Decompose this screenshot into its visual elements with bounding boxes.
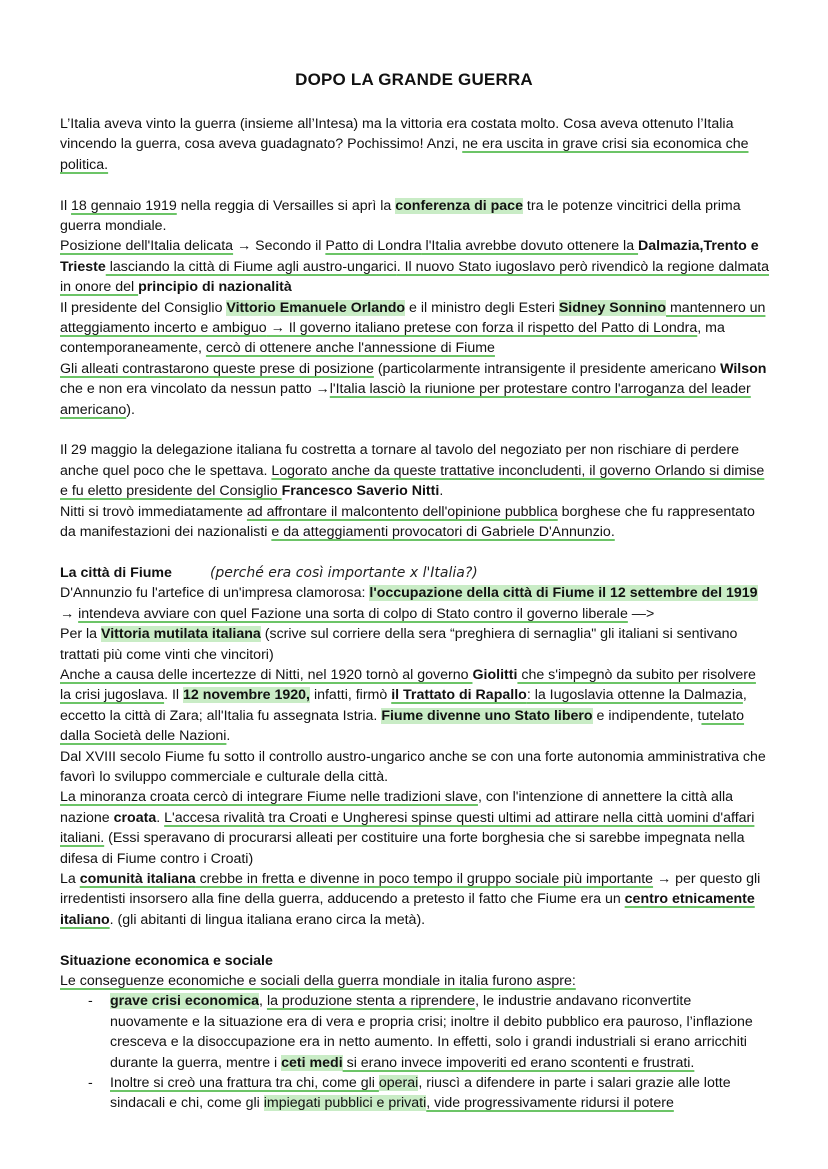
paragraph-dannunzio	[60, 583, 770, 624]
section-heading-economy: Situazione economica e sociale	[60, 952, 273, 969]
paragraph-conference	[60, 196, 770, 237]
text-run: Per la	[60, 626, 102, 643]
paragraph-orlando-sonnino	[60, 298, 770, 359]
underlined-text: che s'impegnò da subito per risolvere la crisi jugoslava	[60, 666, 756, 704]
text-run: , riuscì a difendere in parte i salari grazie alle lotte sindacali e chi, come gli	[110, 1075, 731, 1112]
text-run: .	[226, 728, 231, 745]
highlighted-term: Vittoria mutilata italiana	[101, 626, 261, 643]
underlined-text: la produzione stenta a riprendere	[266, 993, 476, 1010]
paragraph-italian-community	[60, 869, 770, 930]
highlighted-term: ceti medi	[281, 1054, 343, 1071]
underlined-text: Inoltre si creò una frattura tra chi, come gli	[110, 1075, 379, 1092]
text-run: .	[156, 809, 165, 826]
text-run: . Il	[164, 687, 184, 704]
bold-term: Wilson	[720, 360, 767, 377]
underlined-text: ad affrontare il malcontento dell'opinione pubblica	[246, 503, 558, 520]
underlined-text: utelato dalla Società delle Nazioni	[60, 707, 745, 745]
text-run: infatti, firmò	[310, 687, 392, 704]
underlined-text: → Il governo italiano pretese con forza il rispetto del Patto di Londra	[266, 320, 698, 337]
underlined-date: 18 gennaio 1919	[71, 197, 177, 214]
paragraph-intro	[60, 114, 770, 175]
highlighted-term: Vittorio Emanuele Orlando	[226, 299, 406, 316]
text-run: tra le potenze vincitrici della prima guerra mondiale.	[60, 197, 741, 235]
text-run: borghese che fu rappresentato da manifestazioni dei nazionalisti	[60, 503, 755, 541]
bold-term: comunità italiana	[79, 870, 196, 887]
highlighted-term: impiegati pubblici e privati	[263, 1095, 427, 1112]
text-run: —>	[627, 605, 655, 622]
text-run: (Essi speravano di procurarsi alleati per costituire una forte borghesia che si sarebbe impegnata nella difesa di Fiume contro i Croati)	[60, 830, 745, 867]
underlined-text: l'Italia lasciò la riunione per protestare contro l'arroganza del leader americano	[60, 381, 751, 418]
text-run: (particolarmente intransigente il presidente americano	[373, 360, 721, 377]
highlighted-term: operai	[378, 1075, 419, 1092]
text-run: nella reggia di Versailles si aprì la	[176, 197, 396, 214]
page-title: DOPO LA GRANDE GUERRA	[295, 70, 533, 89]
text-run: , ma contemporaneamente,	[60, 320, 725, 357]
underlined-text: : la Iugoslavia ottenne la Dalmazia	[526, 687, 743, 704]
underlined-text: Patto di Londra	[325, 238, 422, 255]
document-body	[60, 114, 770, 1114]
bold-term: croata	[113, 809, 157, 826]
list-item	[110, 991, 770, 1073]
highlighted-term: Fiume divenne uno Stato libero	[381, 707, 593, 724]
text-run: e indipendente, t	[592, 707, 702, 724]
underlined-text: La minoranza croata cercò di integrare Fiume nelle tradizioni slave	[60, 789, 478, 806]
paragraph-xviii-century: Dal XVIII secolo Fiume fu sotto il controllo austro-ungarico anche se con una forte autonomia amministrativa che favorì lo sviluppo commerciale e culturale della città.	[60, 748, 766, 785]
highlighted-term: conferenza di pace	[395, 197, 523, 214]
highlighted-term: grave crisi economica	[110, 993, 260, 1010]
paragraph-may-29	[60, 440, 770, 501]
paragraph-consequences: Le conseguenze economiche e sociali della guerra mondiale in italia furono aspre:	[60, 973, 576, 989]
text-run: e il ministro degli Esteri	[405, 299, 559, 316]
text-run: La	[60, 870, 80, 887]
text-run: Nitti si trovò immediatamente	[60, 503, 247, 520]
bold-term: centro etnicamente italiano	[60, 891, 755, 928]
text-run: .	[439, 483, 444, 500]
bold-term: Dalmazia,Trento e Trieste	[60, 238, 759, 275]
highlighted-date: 12 novembre 1920,	[183, 687, 310, 704]
text-run: Il presidente del Consiglio	[60, 299, 227, 316]
text-run: , eccetto la città di Zara; all'Italia fu assegnata Istria.	[60, 687, 747, 724]
heading-text: La città di Fiume	[60, 564, 172, 581]
handwritten-note: (perché era così importante x l'Italia?)	[209, 564, 478, 581]
paragraph-vittoria-mutilata	[60, 624, 770, 665]
underlined-text: l'Italia avrebbe dovuto ottenere la	[421, 238, 639, 255]
underlined-text: intendeva avviare con quel Fazione una sorta di colpo di Stato contro il governo liberale	[78, 605, 628, 622]
underlined-text: mantennero un atteggiamento incerto e ambiguo	[60, 299, 766, 337]
text-run: Il 29 maggio la delegazione italiana fu costretta a tornare al tavolo del negoziato per non rischiare di perdere anche quel poco che le spettava.	[60, 442, 740, 479]
list-item	[110, 1073, 770, 1114]
text-run: →	[60, 605, 79, 622]
text-run: → Secondo il	[233, 238, 326, 255]
text-run: D'Annunzio fu l'artefice di un'impresa clamorosa:	[60, 585, 370, 602]
bold-term: principio di nazionalità	[138, 279, 292, 296]
underlined-text: lasciando la città di Fiume agli austro-ungarici	[105, 258, 397, 275]
underlined-text: crebbe in fretta e divenne in poco tempo il gruppo sociale più importante	[195, 870, 654, 887]
underlined-text: Gli alleati contrastarono queste prese di posizione	[60, 360, 374, 377]
underlined-text: . Il nuovo Stato iugoslavo però rivendicò la regione dalmata in onore del	[60, 258, 769, 296]
paragraph-giolitti	[60, 665, 770, 747]
text-run: → per questo gli irredentisti insorsero alla fine della guerra, adducendo a pretesto il fatto che Fiume era un	[60, 870, 761, 908]
paragraph-allies	[60, 359, 770, 420]
text-run: L’Italia aveva vinto la guerra (insieme all’Intesa) ma la vittoria era costata molto. Cosa aveva ottenuto l’Italia vincendo la guerra, cosa aveva guadagnato? Pochissimo! Anzi,	[60, 116, 734, 153]
underlined-text: cercò di ottenere anche l'annessione di Fiume	[205, 340, 495, 357]
text-run: che e non era vincolato da nessun patto →	[60, 381, 330, 398]
highlighted-term: l'occupazione della città di Fiume il 12 settembre del 1919	[369, 585, 758, 602]
text-run: . (gli abitanti di lingua italiana erano circa la metà).	[109, 911, 426, 928]
underlined-text: Logorato anche da queste trattative inconcludenti, il governo Orlando si dimise e fu eletto presidente del Consiglio	[60, 462, 765, 500]
paragraph-nitti	[60, 502, 770, 543]
text-run: , con l'intenzione di annettere la città alla nazione	[60, 789, 734, 826]
paragraph-italy-position	[60, 236, 770, 297]
text-run: Il	[60, 197, 72, 214]
text-run: , le industrie andavano riconvertite nuovamente e la situazione era di vera e propria crisi; inoltre il debito pubblico era pauroso, l’inflazione cresceva e la disoccupazione era in netto aumento. In effetti, solo i grandi industriali si erano arricchiti durante la guerra, mentre i	[110, 993, 753, 1071]
underlined-text: L'accesa rivalità tra Croati e Ungheresi spinse questi ultimi ad attirare nella città uomini d'affari italiani.	[60, 809, 755, 847]
paragraph-croatian-minority	[60, 787, 770, 869]
section-heading-fiume	[60, 563, 770, 583]
underlined-text: Anche a causa delle incertezze di Nitti, nel 1920 tornò al governo	[60, 666, 473, 683]
bold-term: il Trattato di Rapallo	[391, 687, 527, 704]
consequences-list	[60, 991, 770, 1113]
underlined-text: Posizione dell'Italia delicata	[60, 238, 234, 255]
text-run: ,	[259, 993, 267, 1010]
text-run: ).	[126, 401, 135, 418]
underlined-text: ne era uscita in grave crisi sia economica che politica.	[60, 136, 749, 173]
bold-term: Francesco Saverio Nitti	[281, 483, 440, 500]
underlined-text: , vide progressivamente ridursi il potere	[426, 1095, 674, 1112]
underlined-text: si erano invece impoveriti ed erano scontenti e frustrati.	[342, 1054, 695, 1071]
text-run: (scrive sul corriere della sera “preghiera di sernaglia" gli italiani si sentivano trattati più come vinti che vincitori)	[60, 626, 738, 663]
bold-term: Giolitti	[472, 666, 518, 683]
highlighted-term: Sidney Sonnino	[558, 299, 667, 316]
underlined-text: e da atteggiamenti provocatori di Gabriele D'Annunzio.	[271, 524, 615, 541]
